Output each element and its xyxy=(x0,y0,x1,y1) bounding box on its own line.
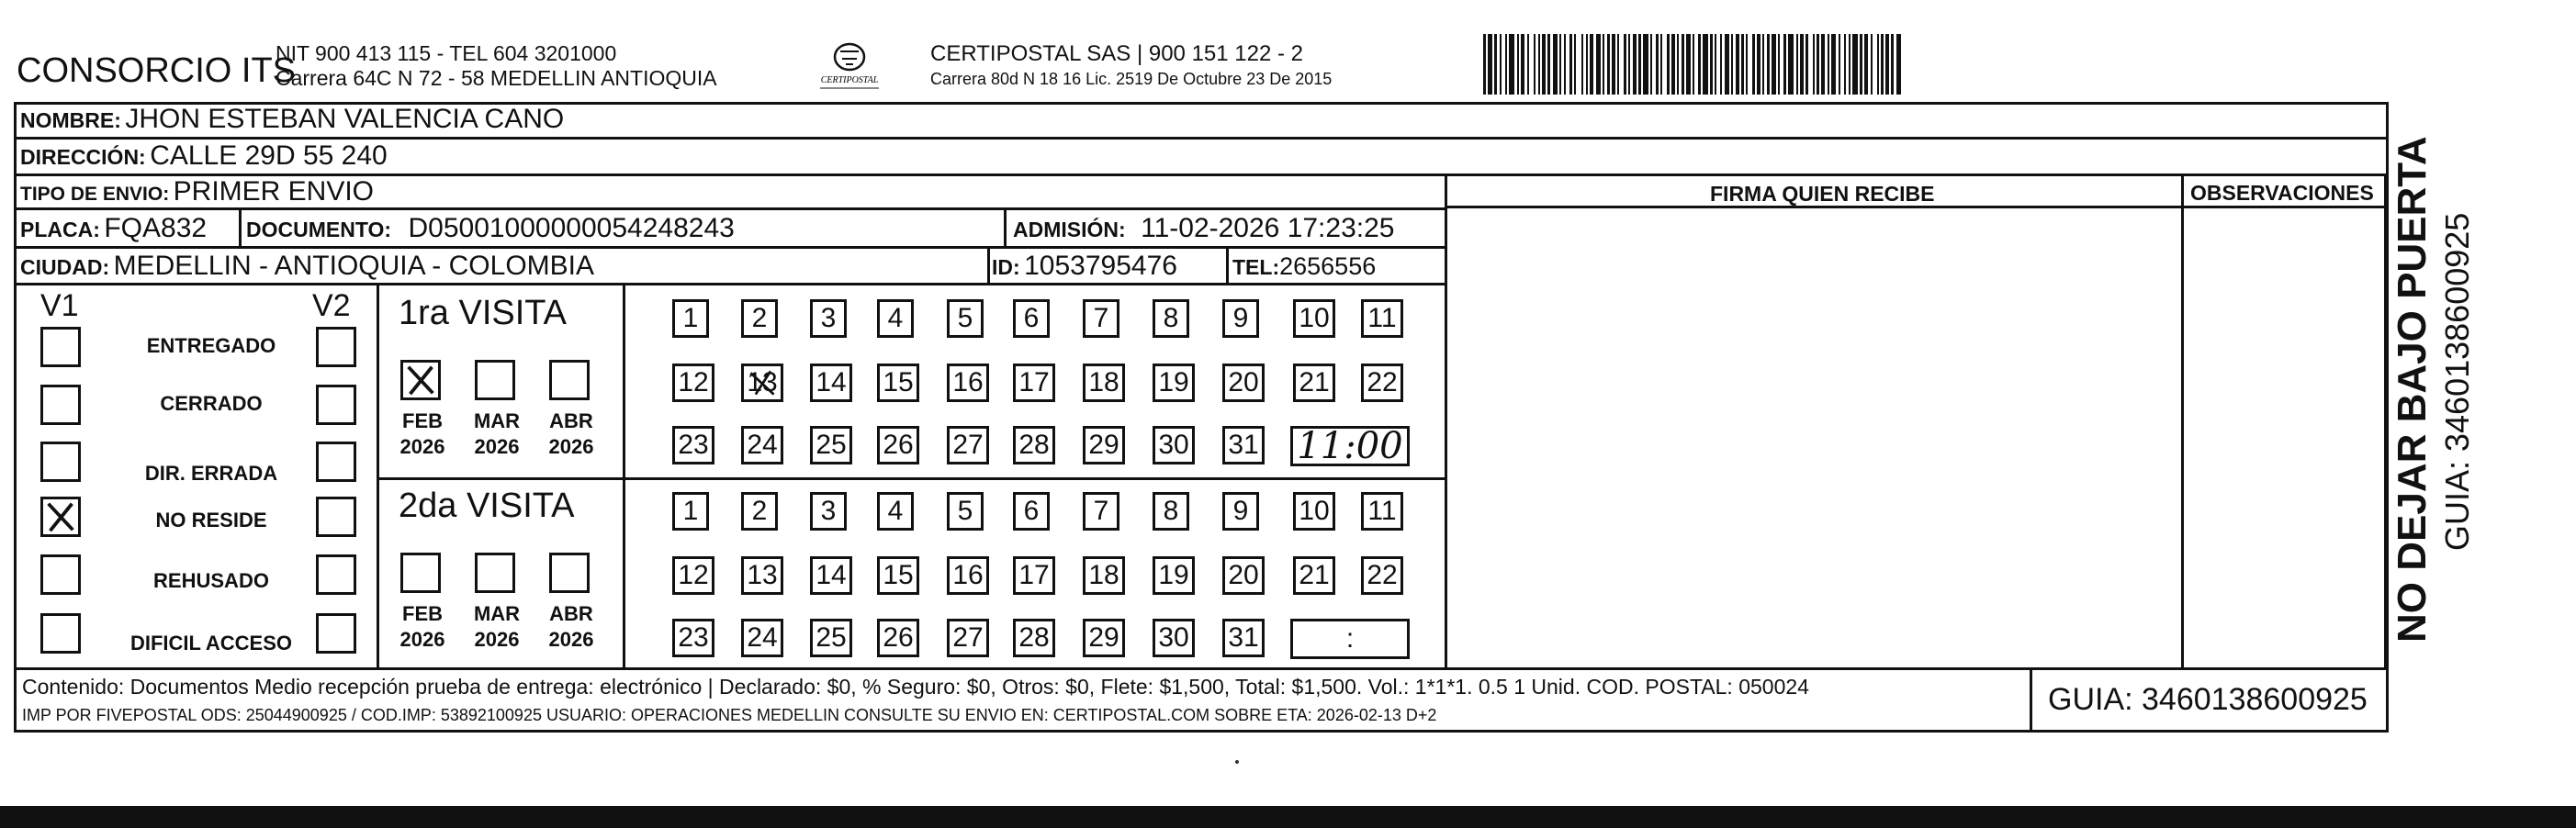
ciudad-value: MEDELLIN - ANTIOQUIA - COLOMBIA xyxy=(113,251,594,281)
company-name: CONSORCIO ITS xyxy=(17,51,297,90)
visit2-day-25[interactable]: 25 xyxy=(810,619,852,657)
direccion-label: DIRECCIÓN: xyxy=(20,145,146,169)
logo-text: CERTIPOSTAL xyxy=(820,75,879,85)
visit2-day-14[interactable]: 14 xyxy=(810,556,852,595)
visit1-title: 1ra VISITA xyxy=(399,294,568,332)
visit1-day-25[interactable]: 25 xyxy=(810,426,852,464)
visit1-day-27[interactable]: 27 xyxy=(947,426,989,464)
visit1-day-1[interactable]: 1 xyxy=(672,299,709,338)
nombre-value: JHON ESTEBAN VALENCIA CANO xyxy=(125,104,565,134)
visit2-day-21[interactable]: 21 xyxy=(1293,556,1335,595)
visit1-day-8[interactable]: 8 xyxy=(1153,299,1189,338)
placa-row xyxy=(20,215,207,242)
v1-checkbox-5[interactable] xyxy=(40,613,81,654)
tipo-envio-label: TIPO DE ENVIO: xyxy=(20,184,170,205)
visit2-day-10[interactable]: 10 xyxy=(1293,492,1335,531)
visit1-day-23[interactable]: 23 xyxy=(672,426,714,464)
visit1-day-28[interactable]: 28 xyxy=(1013,426,1055,464)
bottom-dark-band xyxy=(0,806,2576,828)
visit1-day-15[interactable]: 15 xyxy=(877,364,919,402)
visit1-day-30[interactable]: 30 xyxy=(1153,426,1195,464)
v2-label: V2 xyxy=(312,288,351,323)
content-line: Contenido: Documentos Medio recepción prueba de entrega: electrónico | Declarado: $0, % Seguro: $0, Otros: $0, Flete: $1,500, Total: $1,500. Vol.: 1*1*1. 0.5 1 Unid. COD. POSTAL: 050024 xyxy=(22,675,1809,699)
visit2-day-3[interactable]: 3 xyxy=(810,492,847,531)
admision-label: ADMISIÓN: xyxy=(1013,218,1126,241)
v2-checkbox-0[interactable] xyxy=(316,327,356,367)
visit2-day-11[interactable]: 11 xyxy=(1361,492,1403,531)
status-label-1: CERRADO xyxy=(160,392,263,415)
status-label-3: NO RESIDE xyxy=(155,509,267,531)
visit2-month-label-0: FEB xyxy=(402,602,443,625)
visit2-year-label-0: 2026 xyxy=(399,628,445,651)
visit1-day-4[interactable]: 4 xyxy=(877,299,914,338)
visit2-day-29[interactable]: 29 xyxy=(1083,619,1125,657)
admision-row xyxy=(1013,215,1394,242)
v1-checkbox-4[interactable] xyxy=(40,554,81,595)
visit1-month-label-0: FEB xyxy=(402,409,443,432)
visit1-month-checkbox-0[interactable] xyxy=(400,360,441,400)
visit2-day-15[interactable]: 15 xyxy=(877,556,919,595)
v2-checkbox-4[interactable] xyxy=(316,554,356,595)
tel-row xyxy=(1232,254,1376,279)
visit2-month-label-2: ABR xyxy=(549,602,593,625)
visit1-month-checkbox-1[interactable] xyxy=(475,360,515,400)
v1-checkbox-3[interactable] xyxy=(40,497,81,537)
visit2-time-placeholder: : xyxy=(1345,623,1355,654)
visit1-day-9[interactable]: 9 xyxy=(1222,299,1259,338)
visit2-year-label-1: 2026 xyxy=(474,628,520,651)
visit2-day-20[interactable]: 20 xyxy=(1222,556,1265,595)
v1-checkbox-1[interactable] xyxy=(40,385,81,425)
observaciones-label: OBSERVACIONES xyxy=(2190,181,2374,205)
visit1-day-13[interactable]: 13 xyxy=(741,364,783,402)
ciudad-label: CIUDAD: xyxy=(20,255,110,279)
v1-checkbox-2[interactable] xyxy=(40,442,81,482)
id-row xyxy=(992,252,1177,280)
dot-mark xyxy=(1235,760,1239,764)
v2-checkbox-3[interactable] xyxy=(316,497,356,537)
carrier-info-line-1: CERTIPOSTAL SAS | 900 151 122 - 2 xyxy=(930,41,1303,66)
visit1-day-14[interactable]: 14 xyxy=(810,364,852,402)
visit2-month-checkbox-1[interactable] xyxy=(475,553,515,593)
visit2-day-30[interactable]: 30 xyxy=(1153,619,1195,657)
visit1-day-31[interactable]: 31 xyxy=(1222,426,1265,464)
visit2-day-31[interactable]: 31 xyxy=(1222,619,1265,657)
visit2-day-22[interactable]: 22 xyxy=(1361,556,1403,595)
visit1-day-20[interactable]: 20 xyxy=(1222,364,1265,402)
visit2-day-7[interactable]: 7 xyxy=(1083,492,1119,531)
nombre-label: NOMBRE: xyxy=(20,108,121,132)
visit2-day-1[interactable]: 1 xyxy=(672,492,709,531)
visit1-year-label-0: 2026 xyxy=(399,435,445,458)
id-label: ID: xyxy=(992,255,1020,279)
visit1-day-22[interactable]: 22 xyxy=(1361,364,1403,402)
visit2-day-26[interactable]: 26 xyxy=(877,619,919,657)
documento-label: DOCUMENTO: xyxy=(246,218,392,241)
visit2-day-12[interactable]: 12 xyxy=(672,556,714,595)
status-label-0: ENTREGADO xyxy=(146,334,276,357)
placa-label: PLACA: xyxy=(20,218,100,241)
visit1-day-3[interactable]: 3 xyxy=(810,299,847,338)
visit1-day-26[interactable]: 26 xyxy=(877,426,919,464)
visit2-day-9[interactable]: 9 xyxy=(1222,492,1259,531)
visit1-day-11[interactable]: 11 xyxy=(1361,299,1403,338)
visit2-day-8[interactable]: 8 xyxy=(1153,492,1189,531)
visit2-day-2[interactable]: 2 xyxy=(741,492,778,531)
visit2-month-checkbox-0[interactable] xyxy=(400,553,441,593)
visit1-day-17[interactable]: 17 xyxy=(1013,364,1055,402)
tel-value: 2656556 xyxy=(1279,252,1377,280)
visit2-month-checkbox-2[interactable] xyxy=(549,553,590,593)
visit2-day-28[interactable]: 28 xyxy=(1013,619,1055,657)
visit2-day-5[interactable]: 5 xyxy=(947,492,984,531)
v2-checkbox-5[interactable] xyxy=(316,613,356,654)
nombre-row xyxy=(20,106,564,133)
tipo-envio-row xyxy=(20,178,374,206)
carrier-info-line-2: Carrera 80d N 18 16 Lic. 2519 De Octubre 23 De 2015 xyxy=(930,70,1333,88)
visit2-day-13[interactable]: 13 xyxy=(741,556,783,595)
visit1-time-box[interactable] xyxy=(1290,426,1410,466)
id-value: 1053795476 xyxy=(1024,251,1177,281)
visit1-day-18[interactable]: 18 xyxy=(1083,364,1125,402)
visit2-day-16[interactable]: 16 xyxy=(947,556,989,595)
company-info-line-1: NIT 900 413 115 - TEL 604 3201000 xyxy=(276,41,617,65)
visit2-day-27[interactable]: 27 xyxy=(947,619,989,657)
visit1-day-24[interactable]: 24 xyxy=(741,426,783,464)
visit2-year-label-2: 2026 xyxy=(548,628,594,651)
visit2-day-18[interactable]: 18 xyxy=(1083,556,1125,595)
visit2-day-24[interactable]: 24 xyxy=(741,619,783,657)
status-label-2: DIR. ERRADA xyxy=(144,462,278,485)
visit1-year-label-1: 2026 xyxy=(474,435,520,458)
visit1-day-6[interactable]: 6 xyxy=(1013,299,1050,338)
visit1-day-21[interactable]: 21 xyxy=(1293,364,1335,402)
visit1-day-16[interactable]: 16 xyxy=(947,364,989,402)
admision-value: 11-02-2026 17:23:25 xyxy=(1141,213,1395,243)
barcode xyxy=(1483,34,1901,95)
v1-label: V1 xyxy=(40,288,79,323)
documento-row xyxy=(246,215,735,242)
company-info-line-2: Carrera 64C N 72 - 58 MEDELLIN ANTIOQUIA xyxy=(276,66,717,90)
status-label-4: REHUSADO xyxy=(153,569,269,592)
tel-label: TEL: xyxy=(1232,255,1280,279)
visit1-day-19[interactable]: 19 xyxy=(1153,364,1195,402)
footer-guia: GUIA: 3460138600925 xyxy=(2048,682,2368,717)
visit1-day-2[interactable]: 2 xyxy=(741,299,778,338)
visit1-day-29[interactable]: 29 xyxy=(1083,426,1125,464)
visit1-month-label-1: MAR xyxy=(473,409,521,432)
visit1-day-7[interactable]: 7 xyxy=(1083,299,1119,338)
visit2-title: 2da VISITA xyxy=(399,487,575,525)
visit2-day-6[interactable]: 6 xyxy=(1013,492,1050,531)
v2-checkbox-2[interactable] xyxy=(316,442,356,482)
v2-checkbox-1[interactable] xyxy=(316,385,356,425)
placa-value: FQA832 xyxy=(104,213,208,243)
visit2-day-17[interactable]: 17 xyxy=(1013,556,1055,595)
visit2-time-box[interactable] xyxy=(1290,619,1410,659)
firma-label: FIRMA QUIEN RECIBE xyxy=(1710,182,1935,206)
visit1-day-12[interactable]: 12 xyxy=(672,364,714,402)
tipo-envio-value: PRIMER ENVIO xyxy=(173,176,375,207)
side-guia: GUIA: 3460138600925 xyxy=(2438,212,2476,551)
direccion-row xyxy=(20,142,388,170)
documento-value: D05001000000054248243 xyxy=(408,213,735,243)
visit1-month-checkbox-2[interactable] xyxy=(549,360,590,400)
status-label-5: DIFICIL ACCESO xyxy=(129,632,292,655)
certipostal-logo xyxy=(813,39,886,94)
visit1-day-10[interactable]: 10 xyxy=(1293,299,1335,338)
visit1-month-label-2: ABR xyxy=(549,409,593,432)
visit2-day-19[interactable]: 19 xyxy=(1153,556,1195,595)
ciudad-row xyxy=(20,252,594,280)
v1-checkbox-0[interactable] xyxy=(40,327,81,367)
side-warning: NO DEJAR BAJO PUERTA xyxy=(2390,136,2435,643)
visit2-day-23[interactable]: 23 xyxy=(672,619,714,657)
visit1-day-5[interactable]: 5 xyxy=(947,299,984,338)
imp-line: IMP POR FIVEPOSTAL ODS: 25044900925 / COD.IMP: 53892100925 USUARIO: OPERACIONES MEDELLIN CONSULTE SU ENVIO EN: CERTIPOSTAL.COM SOBRE ETA: 2026-02-13 D+2 xyxy=(22,706,1437,724)
visit2-day-4[interactable]: 4 xyxy=(877,492,914,531)
visit1-year-label-2: 2026 xyxy=(548,435,594,458)
visit1-time-handwritten: 11:00 xyxy=(1297,425,1403,467)
visit2-month-label-1: MAR xyxy=(473,602,521,625)
direccion-value: CALLE 29D 55 240 xyxy=(150,140,388,171)
